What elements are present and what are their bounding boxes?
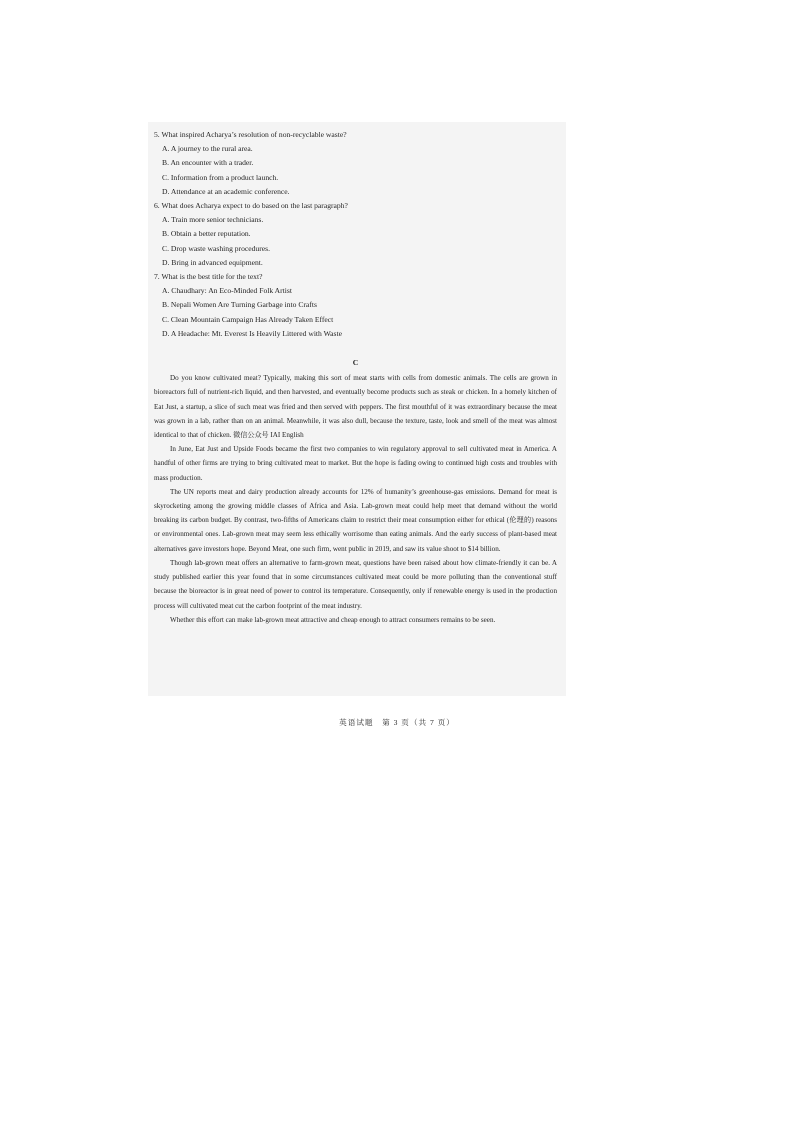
passage-paragraph-1: Do you know cultivated meat? Typically, making this sort of meat starts with cells from domestic animals. The cells are grown in bioreactors full of nutrient-rich liquid, and then harvested, and eventually become products such as steak or chicken. In a homely kitchen of Eat Just, a startup, a slice of such meat was fried and then served with peppers. The first mouthful of it was extraordinary because the meat was grown in a lab, rather than on an animal. Meanwhile, it was also dull, because the texture, taste, look and smell of the meat was almost identical to that of chicken. 微信公众号 IAI English bbox=[154, 374, 557, 440]
option-a: A. Chaudhary: An Eco-Minded Folk Artist bbox=[162, 286, 292, 296]
option-c: C. Drop waste washing procedures. bbox=[162, 243, 270, 253]
question-stem: 5. What inspired Acharya’s resolution of non-recyclable waste? bbox=[154, 130, 347, 139]
option-a: A. A journey to the rural area. bbox=[162, 144, 253, 154]
option-b: B. An encounter with a trader. bbox=[162, 158, 254, 168]
option-b: B. Nepali Women Are Turning Garbage into Crafts bbox=[162, 300, 317, 310]
option-d: D. A Headache: Mt. Everest Is Heavily Littered with Waste bbox=[162, 328, 342, 338]
option-d: D. Attendance at an academic conference. bbox=[162, 186, 290, 196]
question-stem: 6. What does Acharya expect to do based on the last paragraph? bbox=[154, 201, 348, 211]
option-c: C. Information from a product launch. bbox=[162, 172, 279, 182]
question-5 bbox=[154, 128, 557, 199]
section-heading: C bbox=[352, 358, 359, 368]
passage-paragraph-3: The UN reports meat and dairy production already accounts for 12% of humanity’s greenhouse-gas emissions. Demand for meat is skyrocketing among the growing middle classes of Africa and Asia. Lab-grown meat could help meet that demand without the world breaking its carbon budget. By contrast, two-fifths of Americans claim to restrict their meat consumption either for ethical (伦理的) reasons or environmental ones. Lab-grown meat may seem less ethically worrisome than eating animals. And the early success of plant-based meat alternatives gave investors hope. Beyond Meat, one such firm, went public in 2019, and saw its value shoot to $14 billion. bbox=[154, 487, 557, 553]
option-c: C. Clean Mountain Campaign Has Already Taken Effect bbox=[162, 314, 334, 324]
question-7 bbox=[154, 270, 557, 341]
passage-paragraph-2: In June, Eat Just and Upside Foods became the first two companies to win regulatory approval to sell cultivated meat in America. A handful of other firms are trying to bring cultivated meat to market. But the hope is fading owing to continued high costs and troubles with mass production. bbox=[154, 445, 557, 482]
page-footer: 英语试题 第 3 页（共 7 页） bbox=[339, 718, 455, 727]
exam-content bbox=[154, 128, 557, 627]
option-b: B. Obtain a better reputation. bbox=[162, 229, 251, 239]
passage-paragraph-5: Whether this effort can make lab-grown meat attractive and cheap enough to attract consumers remains to be seen. bbox=[170, 615, 496, 624]
option-list bbox=[154, 213, 557, 270]
option-d: D. Bring in advanced equipment. bbox=[162, 257, 263, 267]
option-list bbox=[154, 284, 557, 341]
passage-c bbox=[154, 371, 557, 627]
option-a: A. Train more senior technicians. bbox=[162, 215, 264, 225]
question-6 bbox=[154, 199, 557, 270]
option-list bbox=[154, 142, 557, 199]
question-stem: 7. What is the best title for the text? bbox=[154, 272, 263, 282]
passage-paragraph-4: Though lab-grown meat offers an alternative to farm-grown meat, questions have been raised about how climate-friendly it can be. A study published earlier this year found that in some circumstances cultivated meat could be more polluting than the conventional stuff because the bioreactor is in great need of power to control its temperature. Consequently, only if renewable energy is used in the production process will cultivated meat cut the carbon footprint of the meat industry. bbox=[154, 558, 557, 610]
